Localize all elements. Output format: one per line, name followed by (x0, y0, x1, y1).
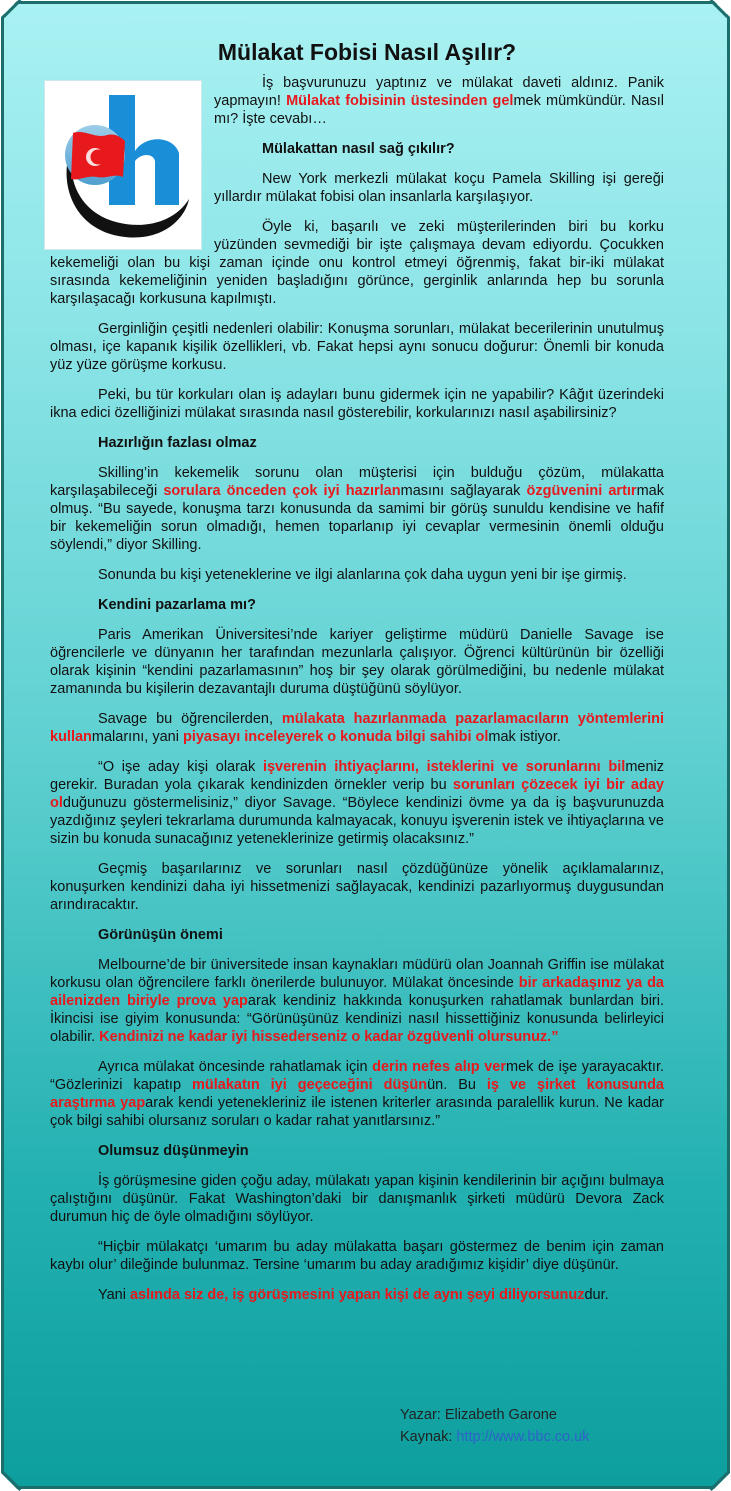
paragraph: “Hiçbir mülakatçı ‘umarım bu aday mülakatta başarı göstermez de benim için zaman kaybı olur’ dileğinde bulunmaz. Tersine ‘umarım bu aday aradığımız kişidir’ diye düşünür. (50, 1239, 664, 1273)
paragraph: Savage bu öğrencilerden, mülakata hazırlanmada pazarlamacıların yöntemlerini kullanmalarını, yani piyasayı inceleyerek o konuda bilgi sahibi olmak istiyor. (50, 711, 664, 745)
article-title: Mülakat Fobisi Nasıl Aşılır? (217, 39, 517, 65)
section-heading: Hazırlığın fazlası olmaz (98, 435, 257, 451)
flag-h-logo-icon (44, 80, 202, 250)
paragraph: Geçmiş başarılarınız ve sorunları nasıl çözdüğünüze yönelik açıklamalarınız, konuşurken kendinizi daha iyi hissetmenizi sağlayacak, kendinizi pazarlıyormuş duygusundan arındıracaktır. (50, 861, 664, 913)
section-heading: Kendini pazarlama mı? (98, 597, 256, 613)
paragraph: New York merkezli mülakat koçu Pamela Skilling işi gereği yıllardır mülakat fobisi olan insanlarla karşılaşıyor. (214, 171, 664, 205)
paragraph: Ayrıca mülakat öncesinde rahatlamak için derin nefes alıp vermek de işe yarayacaktır. “Gözlerinizi kapatıp mülakatın iyi geçeceğini düşünün. Bu iş ve şirket konusunda araştırma yaparak kendi yetenekleriniz ile istenen kriterler arasında paralellik kurun. Ne kadar çok bilgi sahibi olursanız soruları o kadar rahat yanıtlarsınız.” (50, 1059, 665, 1129)
source-line (400, 1426, 589, 1448)
paragraph: Gerginliğin çeşitli nedenleri olabilir: Konuşma sorunları, mülakat becerilerinin unutulmuş olması, içe kapanık kişilik özellikleri, vb. Fakat hepsi aynı sonucu doğurur: Önemli bir konuda yüz yüze görüşme korkusu. (50, 321, 664, 373)
source-label: Kaynak: (400, 1429, 457, 1445)
author-line: Yazar: Elizabeth Garone (400, 1407, 557, 1423)
section-heading: Mülakattan nasıl sağ çıkılır? (262, 141, 455, 157)
paragraph: “O işe aday kişi olarak işverenin ihtiyaçlarını, isteklerini ve sorunlarını bilmeniz gerekir. Buradan yola çıkarak kendinizden örnekler verip bu sorunları çözecek iyi bir aday olduğunuzu göstermelisiniz,” diyor Savage. “Böylece kendinizi övme ya da iş başvurunuzda yazdığınız şeyleri tekrarlama durumunda kalmayacak, konuyu işverenin istek ve ihtiyaçlarına ve sizin bu konuda sunacağınız yeteneklerinize getirmiş olacaksınız.” (50, 759, 664, 847)
article-body (50, 38, 664, 1316)
paragraph: Peki, bu tür korkuları olan iş adayları bunu gidermek için ne yapabilir? Kâğıt üzerindeki ikna edici özelliğinizi mülakat sırasında nasıl gösterebilir, korkularınızı nasıl aşabilirsiniz? (50, 387, 664, 421)
article-credits (400, 1404, 589, 1448)
paragraph: Skilling’in kekemelik sorunu olan müşterisi için bulduğu çözüm, mülakatta karşılaşabileceği sorulara önceden çok iyi hazırlanmasını sağlayarak özgüvenini artırmak olmuş. “Bu sayede, konuşma tarzı konusunda da samimi bir görüş sunuldu kendisine ve hafif bir kekemeliğin sorun olmadığı, hemen toparlanıp iyi cevaplar vermesinin önemli olduğu söylendi,” diyor Skilling. (50, 465, 664, 553)
paragraph: Paris Amerikan Üniversitesi’nde kariyer geliştirme müdürü Danielle Savage ise öğrencilerle ve dünyanın her tarafından mezunlarla çalışıyor. Öğrenci kültürünün bir özelliği olarak kişinin “kendini pazarlamasının” hoş bir şey olarak görülmediğini, bu nedenle mülakat zamanında bu kişilerin dezavantajlı duruma düştüğünü söylüyor. (50, 627, 664, 697)
paragraph: Öyle ki, başarılı ve zeki müşterilerinden biri bu korku yüzünden sevmediği bir işte çalışmaya devam ediyordu. Çocukken kekemeliği olan bu kişi zaman içinde onu kontrol etmeyi öğrenmiş, fakat bir-iki mülakat sırasında kekemeliğinin yeniden başladığını görünce, gerginlik anlarında hep bu sorunla karşılaşacağı korkusuna kapılmıştı. (50, 219, 664, 307)
closing-paragraph: Yani aslında siz de, iş görüşmesini yapan kişi de aynı şeyi diliyorsunuzdur. (98, 1287, 609, 1303)
paragraph: Melbourne’de bir üniversitede insan kaynakları müdürü olan Joannah Griffin ise mülakat korkusu olan öğrencilere farklı önerilerde bulunuyor. Mülakat öncesinde bir arkadaşınız ya da ailenizden biriyle prova yaparak kendiniz hakkında konuşurken rahatlamak bunlardan biri. İkincisi ise giyim konusunda: “Görünüşünüz kendinizi nasıl hissettiğiniz konusunda belirleyici olabilir. Kendinizi ne kadar iyi hissederseniz o kadar özgüvenli olursunuz.” (50, 957, 664, 1045)
section-heading: Görünüşün önemi (98, 927, 223, 943)
paragraph: Sonunda bu kişi yeteneklerine ve ilgi alanlarına çok daha uygun yeni bir işe girmiş. (98, 567, 627, 583)
intro-paragraph: İş başvurunuzu yaptınız ve mülakat daveti aldınız. Panik yapmayın! Mülakat fobisinin üstesinden gelmek mümkündür. Nasıl mı? İşte cevabı… (214, 75, 664, 127)
paragraph: İş görüşmesine giden çoğu aday, mülakatı yapan kişinin kendilerinin bir açığını bulmaya çalıştığını düşünür. Fakat Washington’daki bir danışmanlık şirketi müdürü Devora Zack durumun hiç de öyle olmadığını söylüyor. (50, 1173, 664, 1225)
source-link[interactable]: http://www.bbc.co.uk (456, 1429, 590, 1445)
section-heading: Olumsuz düşünmeyin (98, 1143, 249, 1159)
